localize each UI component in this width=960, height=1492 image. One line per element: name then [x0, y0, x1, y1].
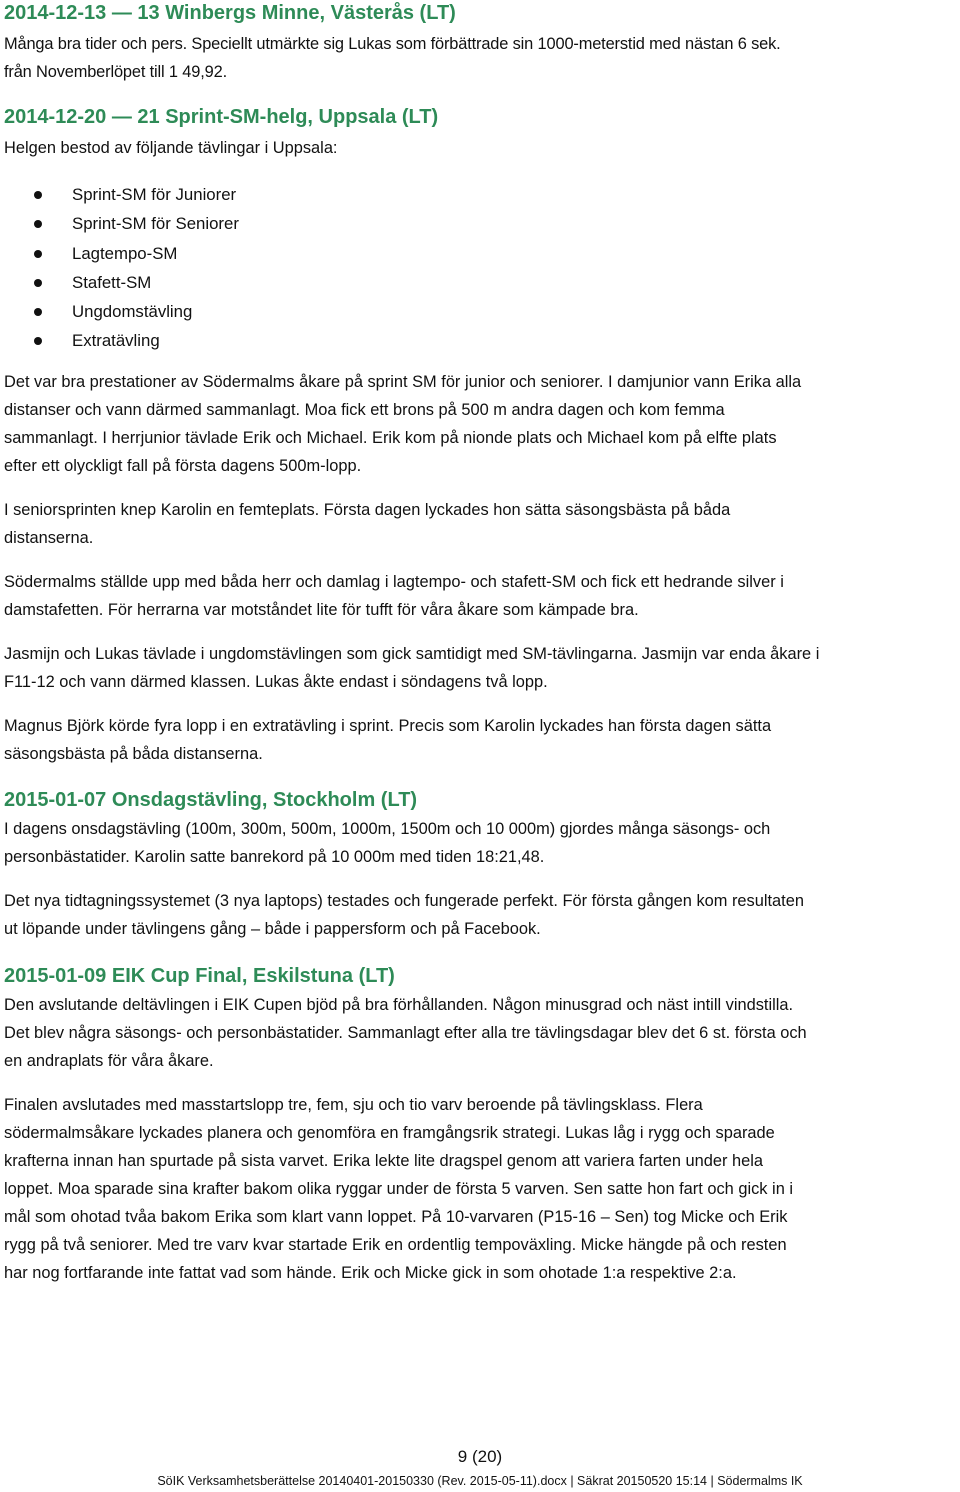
- text-line: ut löpande under tävlingens gång – både i pappersform och på Facebook.: [4, 920, 541, 938]
- text-line: loppet. Moa sparade sina krafter bakom olika ryggar under de första 5 varven. Sen satte hon fart och gick in i: [4, 1180, 793, 1198]
- list-item: [4, 326, 956, 355]
- text-line: rygg på två seniorer. Med tre varv kvar startade Erik en ordentlig tempoväxling. Micke hängde på och resten: [4, 1236, 787, 1254]
- text-line: Jasmijn och Lukas tävlade i ungdomstävlingen som gick samtidigt med SM-tävlingarna. Jasmijn var enda åkare i: [4, 645, 820, 663]
- section-heading: 2014-12-20 — 21 Sprint-SM-helg, Uppsala (LT): [4, 106, 439, 128]
- section-eik-cup-final: [4, 963, 956, 1287]
- list-item: [4, 297, 956, 326]
- list-item-label: Stafett-SM: [72, 272, 152, 292]
- text-line: säsongsbästa på båda distanserna.: [4, 745, 263, 763]
- bullet-icon: [34, 279, 42, 287]
- text-line: Det blev några säsongs- och personbästatider. Sammanlagt efter alla tre tävlingsdagar blev det 6 st. första och: [4, 1024, 807, 1042]
- paragraph: [4, 887, 956, 943]
- list-item-label: Sprint-SM för Seniorer: [72, 214, 239, 234]
- section-heading: 2015-01-09 EIK Cup Final, Eskilstuna (LT): [4, 965, 395, 987]
- text-line: Finalen avslutades med masstartslopp tre, fem, sju och tio varv beroende på tävlingsklass. Flera: [4, 1096, 703, 1114]
- intro-text: [4, 134, 956, 162]
- section-heading: 2014-12-13 — 13 Winbergs Minne, Västerås (LT): [4, 2, 456, 24]
- text-line: damstafetten. För herrarna var motståndet lite för tufft för våra åkare som kämpade bra.: [4, 601, 639, 619]
- text-line: Många bra tider och pers. Speciellt utmärkte sig Lukas som förbättrade sin 1000-meterstid med nästan 6 sek.: [4, 35, 781, 53]
- paragraph: [4, 640, 956, 696]
- text-line: I dagens onsdagstävling (100m, 300m, 500m, 1000m, 1500m och 10 000m) gjordes många säsongs- och: [4, 820, 771, 838]
- paragraph: [4, 991, 956, 1075]
- list-item-label: Lagtempo-SM: [72, 243, 178, 263]
- section-onsdagstavling: [4, 787, 956, 943]
- bullet-icon: [34, 337, 42, 345]
- text-line: har nog fortfarande inte fattat vad som hände. Erik och Micke gick in som ohotade 1:a respektive 2:a.: [4, 1264, 737, 1282]
- text-line: Det nya tidtagningssystemet (3 nya laptops) testades och fungerade perfekt. För första gången kom resultaten: [4, 892, 804, 910]
- bullet-icon: [34, 220, 42, 228]
- section-winbergs-minne: [4, 0, 956, 86]
- paragraph: [4, 568, 956, 624]
- list-item-label: Ungdomstävling: [72, 302, 193, 322]
- list-item: [4, 268, 956, 297]
- bullet-icon: [34, 250, 42, 258]
- list-item-label: Extratävling: [72, 331, 160, 351]
- list-item: [4, 209, 956, 238]
- list-item: [4, 239, 956, 268]
- list-item: [4, 180, 956, 209]
- competition-list: [4, 180, 956, 356]
- text-line: efter ett olyckligt fall på första dagens 500m-lopp.: [4, 457, 362, 475]
- bullet-icon: [34, 191, 42, 199]
- text-line: Helgen bestod av följande tävlingar i Uppsala:: [4, 139, 338, 157]
- text-line: mål som ohotad tvåa bakom Erika som klart vann loppet. På 10-varvaren (P15-16 – Sen) tog Micke och Erik: [4, 1208, 788, 1226]
- paragraph: [4, 712, 956, 768]
- section-sprint-sm: [4, 104, 956, 356]
- text-line: F11-12 och vann därmed klassen. Lukas åkte endast i söndagens två lopp.: [4, 673, 548, 691]
- text-line: Magnus Björk körde fyra lopp i en extratävling i sprint. Precis som Karolin lyckades han första dagen sätta: [4, 717, 772, 735]
- page-number: 9 (20): [457, 1447, 503, 1466]
- text-line: sammanlagt. I herrjunior tävlade Erik och Michael. Erik kom på nionde plats och Michael kom på elfte plats: [4, 429, 777, 447]
- paragraph: [4, 368, 956, 480]
- text-line: I seniorsprinten knep Karolin en femteplats. Första dagen lyckades hon sätta säsongsbästa på båda: [4, 501, 731, 519]
- text-line: Det var bra prestationer av Södermalms åkare på sprint SM för junior och seniorer. I damjunior vann Erika alla: [4, 373, 802, 391]
- text-line: Den avslutande deltävlingen i EIK Cupen bjöd på bra förhållanden. Någon minusgrad och näst intill vindstilla.: [4, 996, 794, 1014]
- section-sprint-sm-body: [4, 368, 956, 768]
- paragraph: [4, 815, 956, 871]
- paragraph: [4, 496, 956, 552]
- text-line: södermalmsåkare lyckades planera och genomföra en framgångsrik strategi. Lukas låg i rygg och sparade: [4, 1124, 775, 1142]
- paragraph: [4, 1091, 956, 1287]
- footer-text: SöIK Verksamhetsberättelse 20140401-20150330 (Rev. 2015-05-11).docx | Säkrat 20150520 15:14 | Södermalms IK: [157, 1474, 803, 1488]
- section-heading: 2015-01-07 Onsdagstävling, Stockholm (LT): [4, 789, 418, 811]
- text-line: distanserna.: [4, 529, 94, 547]
- text-line: en andraplats för våra åkare.: [4, 1052, 214, 1070]
- text-line: krafterna innan han spurtade på sista varvet. Erika lekte lite dragspel genom att variera farten under hela: [4, 1152, 763, 1170]
- bullet-icon: [34, 308, 42, 316]
- text-line: distanser och vann därmed sammanlagt. Moa fick ett brons på 500 m andra dagen och kom femma: [4, 401, 725, 419]
- text-line: personbästatider. Karolin satte banrekord på 10 000m med tiden 18:21,48.: [4, 848, 545, 866]
- text-line: Södermalms ställde upp med båda herr och damlag i lagtempo- och stafett-SM och fick ett hedrande silver i: [4, 573, 784, 591]
- paragraph: [4, 30, 956, 86]
- text-line: från Novemberlöpet till 1 49,92.: [4, 63, 227, 81]
- list-item-label: Sprint-SM för Juniorer: [72, 185, 237, 204]
